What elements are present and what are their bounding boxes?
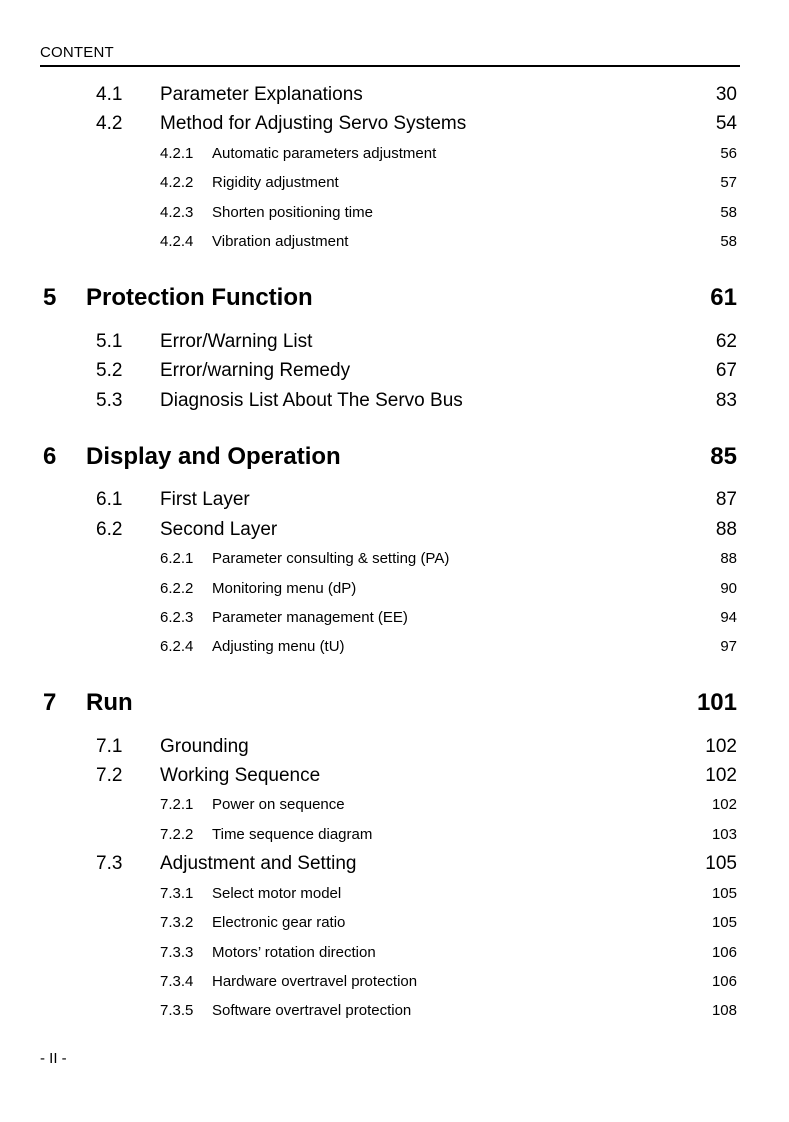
toc-entry-title: Select motor model: [212, 885, 342, 902]
toc-entry-7-3-5[interactable]: [160, 1000, 737, 1022]
toc-entry-title: Rigidity adjustment: [212, 174, 339, 191]
toc-entry-page: 97: [720, 638, 737, 655]
toc-entry-6-2-3[interactable]: [160, 607, 737, 629]
toc-entry-page: 58: [720, 233, 737, 250]
toc-entry-title: Vibration adjustment: [212, 233, 349, 250]
toc-entry-title: Error/warning Remedy: [160, 360, 351, 381]
toc-entry-7-3-2[interactable]: [160, 912, 737, 934]
toc-entry-4-2-1[interactable]: [160, 143, 737, 165]
toc-entry-title: Method for Adjusting Servo Systems: [160, 113, 467, 134]
toc-chapter-6[interactable]: [43, 441, 737, 473]
toc-entry-page: 58: [720, 204, 737, 221]
toc-chapter-page: 101: [696, 689, 737, 716]
toc-entry-title: Time sequence diagram: [212, 826, 373, 843]
toc-entry-4-1[interactable]: [96, 82, 737, 108]
toc-entry-title: Grounding: [160, 736, 249, 757]
toc-entry-number: 7.3: [96, 853, 123, 874]
toc-entry-number: 4.2.4: [160, 233, 194, 250]
toc-chapter-number: 5: [43, 284, 57, 311]
toc-entry-number: 4.2.2: [160, 174, 194, 191]
toc-entry-page: 102: [705, 765, 737, 786]
toc-entry-6-2[interactable]: [96, 517, 737, 543]
toc-entry-title: Parameter management (EE): [212, 609, 408, 626]
toc-entry-7-3-3[interactable]: [160, 942, 737, 964]
toc-entry-title: Error/Warning List: [160, 331, 313, 352]
toc-entry-page: 83: [715, 390, 737, 411]
toc-entry-number: 4.2: [96, 113, 123, 134]
toc-entry-number: 6.2: [96, 519, 123, 540]
toc-entry-page: 56: [720, 145, 737, 162]
toc-entry-page: 102: [705, 736, 737, 757]
toc-entry-number: 4.2.1: [160, 145, 194, 162]
toc-entry-number: 6.1: [96, 489, 123, 510]
toc-entry-title: Working Sequence: [160, 765, 321, 786]
toc-entry-number: 6.2.4: [160, 638, 194, 655]
toc-entry-page: 54: [715, 113, 737, 134]
toc-entry-title: Automatic parameters adjustment: [212, 145, 437, 162]
toc-entry-number: 7.2.1: [160, 796, 194, 813]
toc-entry-number: 6.2.3: [160, 609, 194, 626]
toc-entry-number: 7.1: [96, 736, 123, 757]
toc-entry-title: Electronic gear ratio: [212, 914, 346, 931]
toc-entry-page: 106: [711, 944, 737, 961]
toc-entry-page: 105: [711, 914, 737, 931]
toc-entry-5-2[interactable]: [96, 358, 737, 384]
toc-entry-number: 5.1: [96, 331, 123, 352]
toc-entry-title: First Layer: [160, 489, 250, 510]
toc-entry-title: Motors’ rotation direction: [212, 944, 376, 961]
toc-entry-title: Software overtravel protection: [212, 1002, 412, 1019]
toc-chapter-title: Display and Operation: [86, 443, 341, 470]
toc-entry-number: 5.2: [96, 360, 123, 381]
toc-entry-number: 4.1: [96, 84, 123, 105]
toc-entry-page: 108: [711, 1002, 737, 1019]
toc-entry-page: 90: [720, 580, 737, 597]
toc-entry-7-3-1[interactable]: [160, 883, 737, 905]
toc-entry-title: Parameter Explanations: [160, 84, 363, 105]
toc-entry-6-1[interactable]: [96, 487, 737, 513]
toc-entry-title: Adjustment and Setting: [160, 853, 357, 874]
toc-entry-number: 7.2: [96, 765, 123, 786]
header-title: CONTENT: [40, 44, 114, 61]
toc-entry-number: 7.2.2: [160, 826, 194, 843]
toc-chapter-title: Run: [86, 689, 133, 716]
toc-entry-7-1[interactable]: [96, 734, 737, 760]
toc-chapter-title: Protection Function: [86, 284, 313, 311]
toc-entry-page: 105: [705, 853, 737, 874]
toc-entry-number: 7.3.2: [160, 914, 194, 931]
toc-entry-4-2-2[interactable]: [160, 172, 737, 194]
toc-entry-page: 30: [715, 84, 737, 105]
toc-entry-number: 5.3: [96, 390, 123, 411]
toc-chapter-page: 85: [710, 443, 737, 470]
toc-entry-title: Shorten positioning time: [212, 204, 373, 221]
toc-entry-number: 4.2.3: [160, 204, 194, 221]
toc-entry-7-2-2[interactable]: [160, 824, 737, 846]
toc-entry-4-2[interactable]: [96, 111, 737, 137]
toc-entry-title: Adjusting menu (tU): [212, 638, 345, 655]
toc-entry-6-2-2[interactable]: [160, 578, 737, 600]
toc-entry-title: Hardware overtravel protection: [212, 973, 418, 990]
toc-entry-7-2[interactable]: [96, 763, 737, 789]
toc-entry-page: 94: [720, 609, 737, 626]
toc-entry-4-2-3[interactable]: [160, 202, 737, 224]
toc-entry-title: Monitoring menu (dP): [212, 580, 357, 597]
toc-entry-number: 6.2.1: [160, 550, 194, 567]
toc-entry-5-3[interactable]: [96, 388, 737, 414]
toc-entry-5-1[interactable]: [96, 329, 737, 355]
toc-entry-page: 87: [715, 489, 737, 510]
toc-chapter-page: 61: [710, 284, 737, 311]
page-number-footer: - II -: [40, 1050, 67, 1067]
toc-chapter-number: 7: [43, 689, 57, 716]
toc-entry-6-2-1[interactable]: [160, 548, 737, 570]
toc-entry-page: 88: [720, 550, 737, 567]
toc-entry-number: 7.3.4: [160, 973, 194, 990]
toc-entry-title: Second Layer: [160, 519, 278, 540]
toc-entry-number: 6.2.2: [160, 580, 194, 597]
toc-chapter-7[interactable]: [43, 687, 737, 719]
toc-entry-page: 88: [715, 519, 737, 540]
toc-entry-page: 106: [711, 973, 737, 990]
toc-entry-6-2-4[interactable]: [160, 636, 737, 658]
toc-entry-page: 57: [720, 174, 737, 191]
toc-entry-page: 103: [711, 826, 737, 843]
toc-chapter-number: 6: [43, 443, 57, 470]
toc-entry-page: 67: [715, 360, 737, 381]
toc-entry-4-2-4[interactable]: [160, 231, 737, 253]
toc-entry-number: 7.3.3: [160, 944, 194, 961]
toc-entry-7-2-1[interactable]: [160, 794, 737, 816]
toc-chapter-5[interactable]: [43, 282, 737, 314]
toc-entry-number: 7.3.5: [160, 1002, 194, 1019]
toc-entry-page: 102: [711, 796, 737, 813]
toc-entry-title: Power on sequence: [212, 796, 345, 813]
toc-entry-number: 7.3.1: [160, 885, 194, 902]
toc-entry-title: Parameter consulting & setting (PA): [212, 550, 450, 567]
toc-entry-7-3[interactable]: [96, 851, 737, 877]
toc-entry-page: 62: [715, 331, 737, 352]
toc-entry-page: 105: [711, 885, 737, 902]
toc-entry-title: Diagnosis List About The Servo Bus: [160, 390, 463, 411]
toc-entry-7-3-4[interactable]: [160, 971, 737, 993]
